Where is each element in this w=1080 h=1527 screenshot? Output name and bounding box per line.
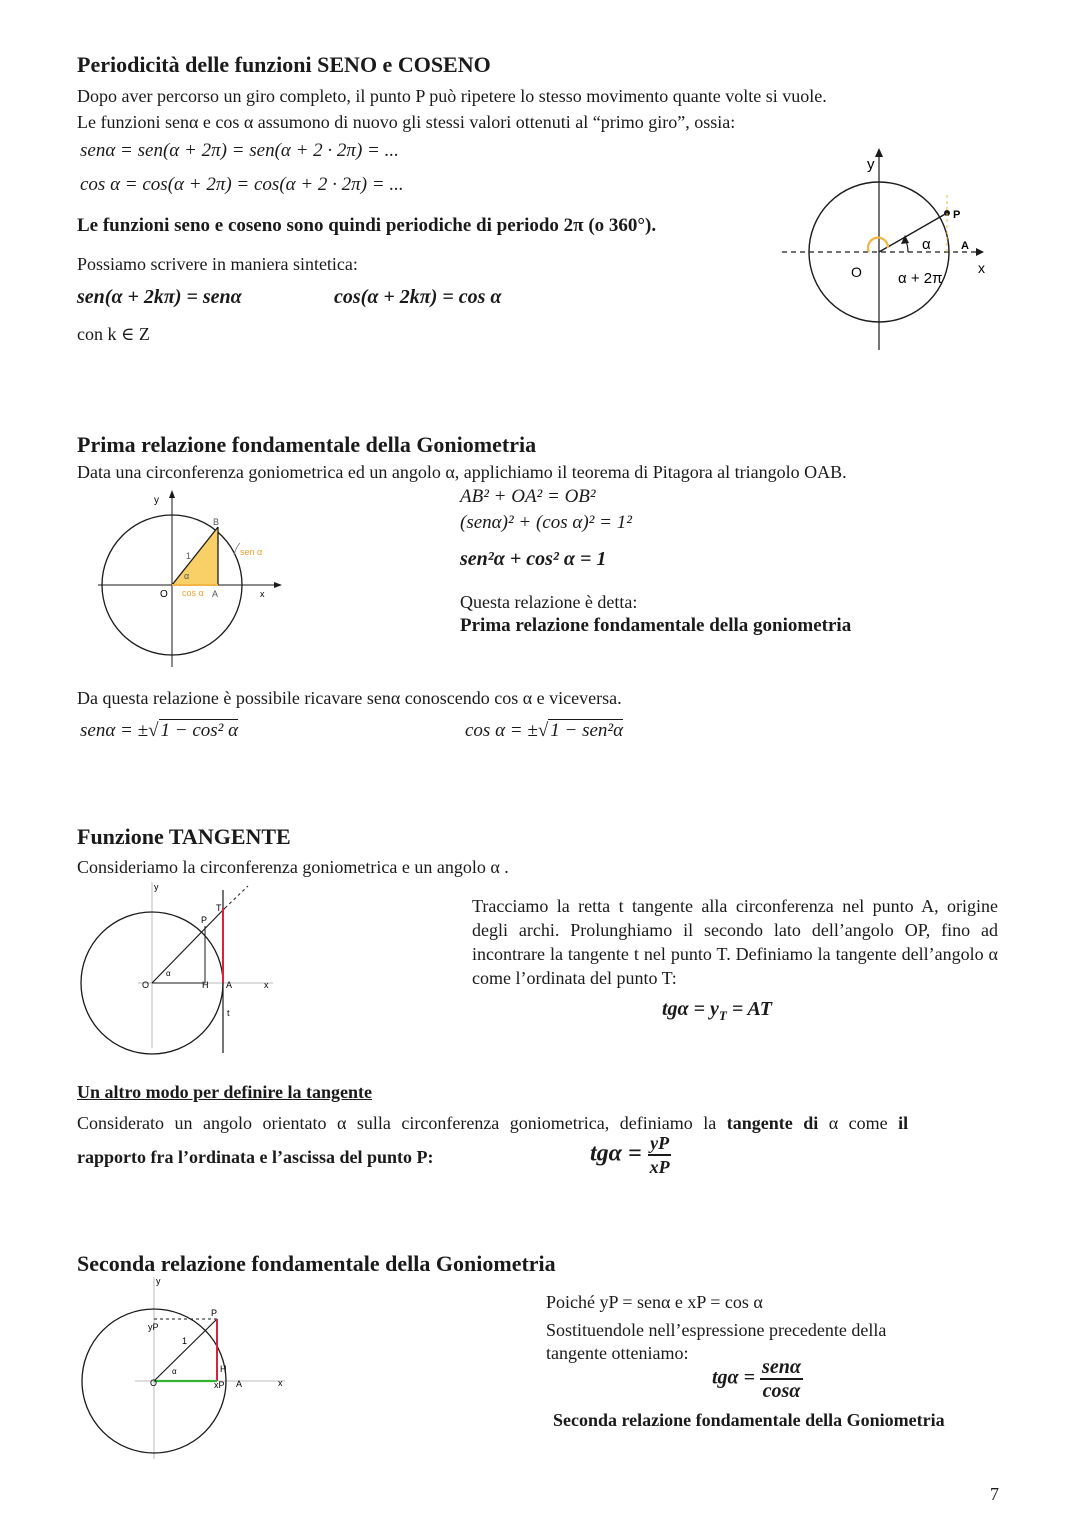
- unit-circle-periodicity-diagram: [780, 145, 1000, 360]
- formula-cos-lhs: cos α = ±: [465, 720, 538, 741]
- page-number: 7: [990, 1484, 999, 1504]
- second-fundamental-relation-formula: [712, 1356, 803, 1402]
- diagram3-origin-label: O: [142, 980, 150, 990]
- section3-title: Funzione TANGENTE: [77, 824, 291, 849]
- formula-sen-from-cos: senα = ±√ 1 − cos² α: [80, 720, 239, 741]
- section4-text-b: α come: [818, 1113, 899, 1133]
- diagram2-a-label: A: [212, 589, 219, 599]
- diagram1-y-label: y: [867, 156, 875, 173]
- section2-derive-text: Da questa relazione è possibile ricavare senα conoscendo cos α e viceversa.: [77, 688, 622, 708]
- diagram2-y-label: y: [154, 495, 159, 506]
- tangent-unit-circle-diagram: [78, 878, 278, 1058]
- diagram3-y-label: y: [154, 882, 159, 892]
- diagram5-yp-label: yP: [148, 1322, 159, 1332]
- section1-condition: con k ∈ Z: [77, 324, 150, 344]
- diagram5-alpha-label: α: [172, 1367, 177, 1376]
- formula-cos-radicand: 1 − sen²α: [550, 720, 624, 741]
- diagram2-cos-label: cos α: [182, 588, 204, 598]
- diagram1-origin-label: O: [851, 264, 862, 280]
- second-relation-lhs: tgα =: [712, 1366, 756, 1389]
- section2-intro: Data una circonferenza goniometrica ed un angolo α, applichiamo il teorema di Pitagora al triangolo OAB.: [77, 462, 847, 482]
- section5-line3: tangente otteniamo:: [546, 1343, 689, 1363]
- section2-title: Prima relazione fondamentale della Goniometria: [77, 432, 537, 457]
- section1-eq-cos: cos α = cos(α + 2π) = cos(α + 2 · 2π) = ...: [80, 174, 404, 195]
- section5-line2: Sostituendole nell’espressione precedente della: [546, 1320, 887, 1340]
- tangent-ratio-formula: [590, 1132, 672, 1178]
- section4-title: Un altro modo per definire la tangente: [77, 1082, 372, 1102]
- section1-line1: Dopo aver percorso un giro completo, il punto P può ripetere lo stesso movimento quante volte si vuole.: [77, 86, 827, 106]
- diagram1-p-label: P: [953, 209, 961, 221]
- diagram2-b-label: B: [213, 517, 220, 527]
- diagram3-x-label: x: [264, 980, 269, 990]
- formula-cos-from-sen: cos α = ±√ 1 − sen²α: [465, 720, 624, 741]
- formula-sen-radicand: 1 − cos² α: [160, 720, 239, 741]
- tangent-definition-formula: [662, 998, 772, 1024]
- section3-paragraph: Tracciamo la retta t tangente alla circonferenza nel punto A, origine degli archi. Prolunghiamo il secondo lato dell’angolo OP, fino ad incontrare la tangente t nel punto T. Definiamo la tangente dell’angolo α come l’ordinata del punto T:: [472, 896, 998, 988]
- second-relation-num: senα: [762, 1356, 801, 1378]
- diagram1-alpha-label: α: [922, 236, 931, 253]
- pythagoras-eq: AB² + OA² = OB²: [460, 486, 596, 507]
- diagram5-a-label: A: [236, 1379, 243, 1389]
- second-relation-unit-circle-diagram: [80, 1274, 290, 1464]
- diagram5-origin-label: O: [150, 1378, 158, 1388]
- diagram5-y-label: y: [156, 1276, 161, 1286]
- diagram5-x-label: x: [278, 1378, 283, 1388]
- diagram3-p-label: P: [201, 915, 208, 925]
- formula-cos-periodic: cos(α + 2kπ) = cos α: [334, 286, 502, 308]
- tangent-ratio-den: xP: [649, 1157, 670, 1177]
- tangent-formula-sub: T: [718, 1008, 727, 1023]
- diagram3-a-label: A: [226, 980, 233, 990]
- section4-text-bold1: tangente di: [726, 1113, 819, 1133]
- section1-eq-sen: senα = sen(α + 2π) = sen(α + 2 · 2π) = ...: [80, 140, 399, 161]
- tangent-ratio-num: yP: [648, 1132, 671, 1156]
- section1-title: Periodicità delle funzioni SENO e COSENO: [77, 52, 491, 77]
- diagram5-p-label: P: [211, 1308, 218, 1318]
- diagram2-x-label: x: [260, 589, 265, 599]
- section3-intro: Consideriamo la circonferenza goniometrica e un angolo α .: [77, 857, 509, 877]
- tangent-ratio-lhs: tgα =: [590, 1140, 642, 1167]
- section1-summary-intro: Possiamo scrivere in maniera sintetica:: [77, 254, 358, 274]
- diagram5-xp-label: xP: [214, 1380, 225, 1390]
- pythagoras-sen-cos-eq: (senα)² + (cos α)² = 1²: [460, 512, 632, 533]
- section4-text-line1: [77, 1111, 1003, 1135]
- section4-text-line2: rapporto fra l’ordinata e l’ascissa del punto P:: [77, 1147, 434, 1167]
- section4-text-bold2: il: [898, 1113, 909, 1133]
- diagram1-x-label: x: [978, 260, 985, 276]
- section5-relation-name: Seconda relazione fondamentale della Goniometria: [553, 1410, 945, 1430]
- formula-sen-lhs: senα = ±: [80, 720, 149, 741]
- diagram3-alpha-label: α: [166, 969, 171, 978]
- diagram2-alpha-label: α: [184, 571, 190, 581]
- diagram5-radius-label: 1: [182, 1336, 188, 1346]
- section5-title: Seconda relazione fondamentale della Goniometria: [77, 1251, 556, 1276]
- second-relation-den: cosα: [762, 1380, 801, 1402]
- formula-sen-periodic: sen(α + 2kπ) = senα: [77, 286, 242, 308]
- diagram2-origin-label: O: [160, 589, 168, 600]
- tangent-formula-rest: = AT: [726, 998, 772, 1020]
- diagram5-h-label: H: [220, 1364, 227, 1374]
- section1-line2: Le funzioni senα e cos α assumono di nuovo gli stessi valori ottenuti al “primo giro”, ossia:: [77, 112, 736, 132]
- diagram2-sen-label: sen α: [240, 547, 263, 557]
- diagram1-alpha2pi-label: α + 2π: [898, 270, 943, 287]
- diagram1-a-label: A: [961, 240, 969, 252]
- section5-line1: Poiché yP = senα e xP = cos α: [546, 1292, 763, 1312]
- tangent-formula-lhs: tgα = y: [662, 998, 719, 1020]
- section2-relation-name: Prima relazione fondamentale della goniometria: [460, 615, 852, 636]
- pythagoras-unit-circle-diagram: [98, 485, 283, 670]
- section4-text-a: Considerato un angolo orientato α sulla circonferenza goniometrica, definiamo la: [77, 1113, 727, 1133]
- section1-statement: Le funzioni seno e coseno sono quindi periodiche di periodo 2π (o 360°).: [77, 215, 657, 236]
- diagram3-t-line-label: t: [227, 1008, 230, 1018]
- diagram2-hypotenuse-label: 1: [186, 551, 192, 561]
- section2-note: Questa relazione è detta:: [460, 592, 638, 612]
- diagram3-h-label: H: [202, 980, 209, 990]
- diagram3-t-point-label: T: [216, 903, 222, 913]
- first-fundamental-relation-formula: sen²α + cos² α = 1: [460, 548, 607, 570]
